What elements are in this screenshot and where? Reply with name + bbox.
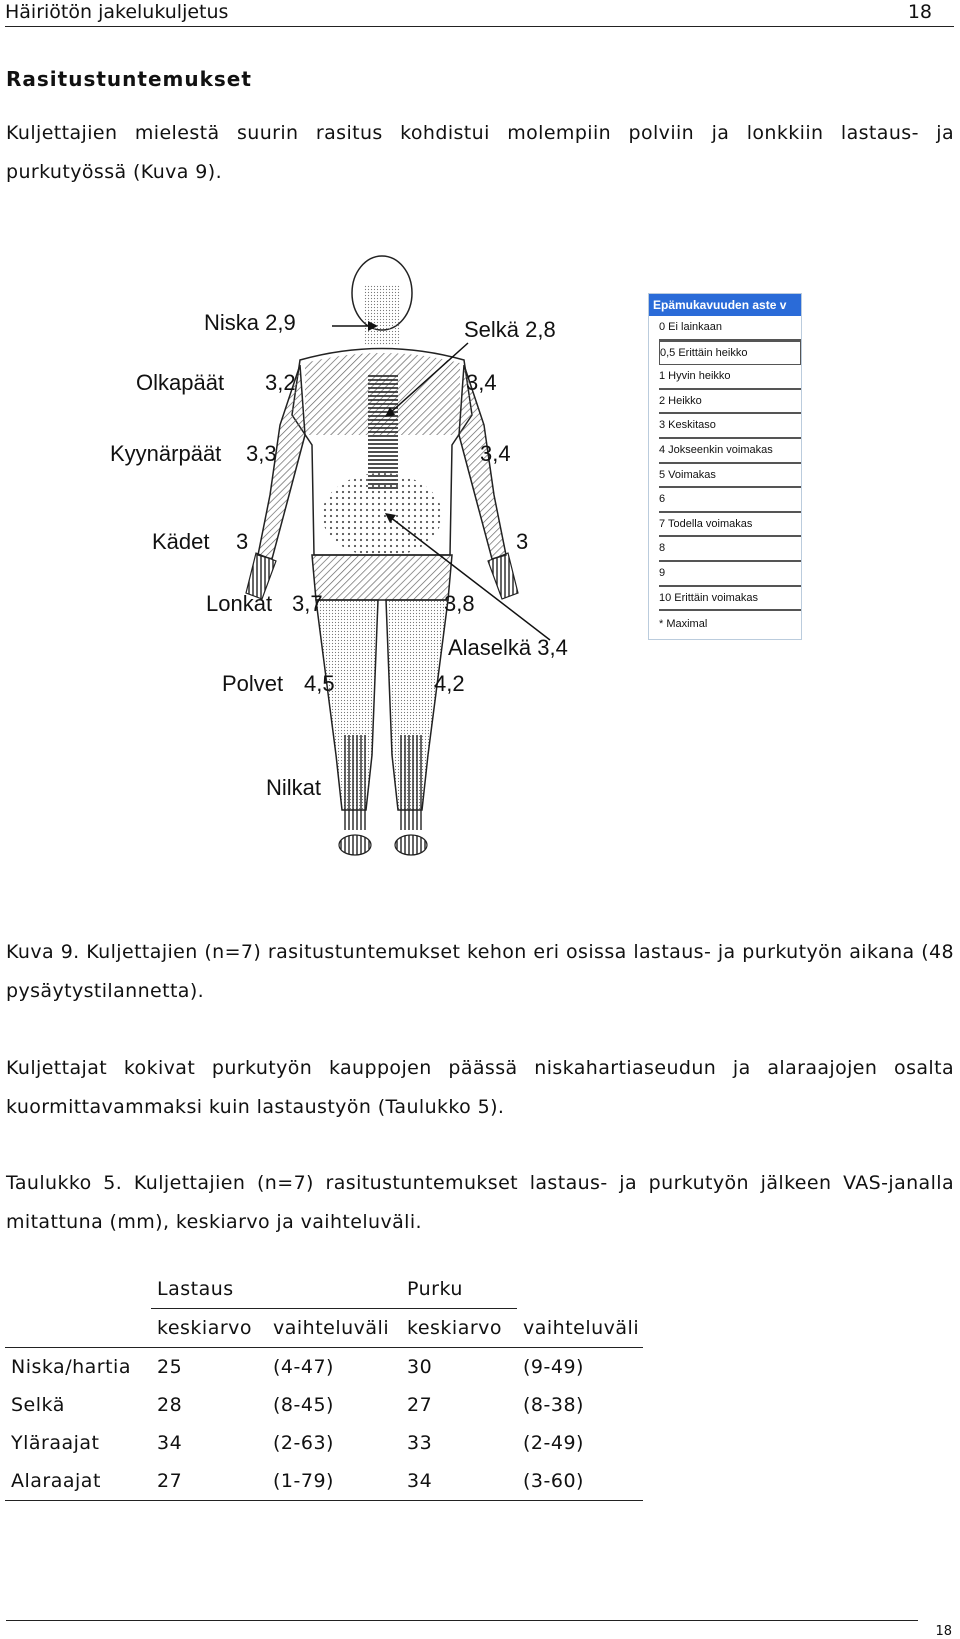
label-lonkat-left: 3,7 [292,591,323,616]
page-header [5,0,954,27]
table-row [5,1348,643,1387]
body-right-shin [398,735,424,830]
group-header-lastaus: Lastaus [157,1278,234,1300]
legend-item: 5 Voimakas [659,464,801,489]
label-selka: Selkä 2,8 [464,317,556,342]
label-olkapaat-right: 3,4 [466,370,497,395]
legend-item: 7 Todella voimakas [659,513,801,538]
cell: 25 [157,1356,183,1378]
label-polvet: Polvet [222,671,284,696]
table-row [5,1462,643,1501]
page-footer-rule [6,1620,918,1621]
legend-item: 0,5 Erittäin heikko [659,341,801,366]
body-upper-back [368,375,398,490]
body-paragraph: Kuljettajat kokivat purkutyön kauppojen päässä niskahartiaseudun ja alaraajojen osalta kuormittavammaksi kuin lastaustyön (Taulukko 5). [6,1057,954,1118]
label-kyynarpaat-right: 3,4 [480,441,511,466]
label-olkapaat-left: 3,2 [265,370,296,395]
legend-item: 9 [659,562,801,587]
legend-item: 2 Heikko [659,390,801,415]
intro-paragraph: Kuljettajien mielestä suurin rasitus kohdistui molempiin polviin ja lonkkiin lastaus- ja purkutyössä (Kuva 9). [6,122,954,183]
cell: (2-49) [523,1432,584,1454]
body-right-foot [395,835,427,855]
label-niska: Niska 2,9 [204,310,296,335]
label-kyynarpaat-left: 3,3 [246,441,277,466]
legend-item: 10 Erittäin voimakas [659,587,801,612]
footer-page-number: 18 [935,1624,952,1639]
legend-item: 3 Keskitaso [659,414,801,439]
label-kadet-left: 3 [236,529,249,554]
legend-item: 4 Jokseenkin voimakas [659,439,801,464]
label-kadet-right: 3 [516,529,529,554]
table-row [5,1424,643,1462]
discomfort-scale-legend [648,293,802,640]
cell: 27 [407,1394,433,1416]
body-lower-back [322,473,442,557]
label-nilkat: Nilkat [266,775,322,800]
cell: 33 [407,1432,433,1454]
label-polvet-left: 4,5 [304,671,335,696]
body-right-hand [488,553,518,599]
label-lonkat-right: 3,8 [444,591,475,616]
section-title: Rasitustuntemukset [6,67,252,91]
subheader: vaihteluväli [267,1309,401,1348]
cell: 34 [401,1462,517,1501]
legend-item: 6 [659,488,801,513]
data-table [5,1270,643,1501]
cell: (8-38) [523,1394,584,1416]
legend-item: 8 [659,537,801,562]
header-title: Häiriötön jakelukuljetus [5,1,229,23]
cell: 28 [157,1394,183,1416]
figure-caption: Kuva 9. Kuljettajien (n=7) rasitustuntemukset kehon eri osissa lastaus- ja purkutyön aikana (48 pysäytystilannetta). [6,941,954,1002]
cell: 30 [407,1356,433,1378]
cell: 27 [151,1462,267,1501]
cell: (8-45) [273,1394,334,1416]
legend-item: 1 Hyvin heikko [659,365,801,390]
header-page-number: 18 [907,1,932,23]
legend-footer: * Maximal [659,618,708,631]
subheader: keskiarvo [401,1309,517,1348]
cell: (1-79) [267,1462,401,1501]
cell: 34 [157,1432,183,1454]
legend-title: Epämukavuuden aste v [649,294,801,316]
row-label: Niska/hartia [5,1348,151,1387]
cell: (4-47) [273,1356,334,1378]
body-neck [364,285,400,345]
group-header-purku: Purku [401,1270,517,1309]
cell: (3-60) [517,1462,643,1501]
body-left-shin [342,735,368,830]
table-row [5,1386,643,1424]
table-group-header-row [5,1270,643,1309]
label-lonkat: Lonkat [206,591,273,616]
legend-item: 0 Ei lainkaan [659,316,801,341]
subheader: vaihteluväli [517,1309,643,1348]
body-hips [312,555,452,600]
label-alaselka: Alaselkä 3,4 [448,635,568,660]
row-label: Selkä [11,1394,65,1416]
table-subheader-row [5,1309,643,1348]
label-kadet: Kädet [152,529,210,554]
cell: (9-49) [523,1356,584,1378]
label-polvet-right: 4,2 [434,671,465,696]
subheader: keskiarvo [151,1309,267,1348]
table-caption: Taulukko 5. Kuljettajien (n=7) rasitustuntemukset lastaus- ja purkutyön jälkeen VAS-janalla mitattuna (mm), keskiarvo ja vaihteluväli. [6,1172,954,1233]
row-label: Alaraajat [5,1462,151,1501]
label-olkapaat: Olkapäät [136,370,225,395]
label-kyynarpaat: Kyynärpäät [110,441,222,466]
row-label: Yläraajat [11,1432,100,1454]
cell: (2-63) [273,1432,334,1454]
body-left-foot [339,835,371,855]
